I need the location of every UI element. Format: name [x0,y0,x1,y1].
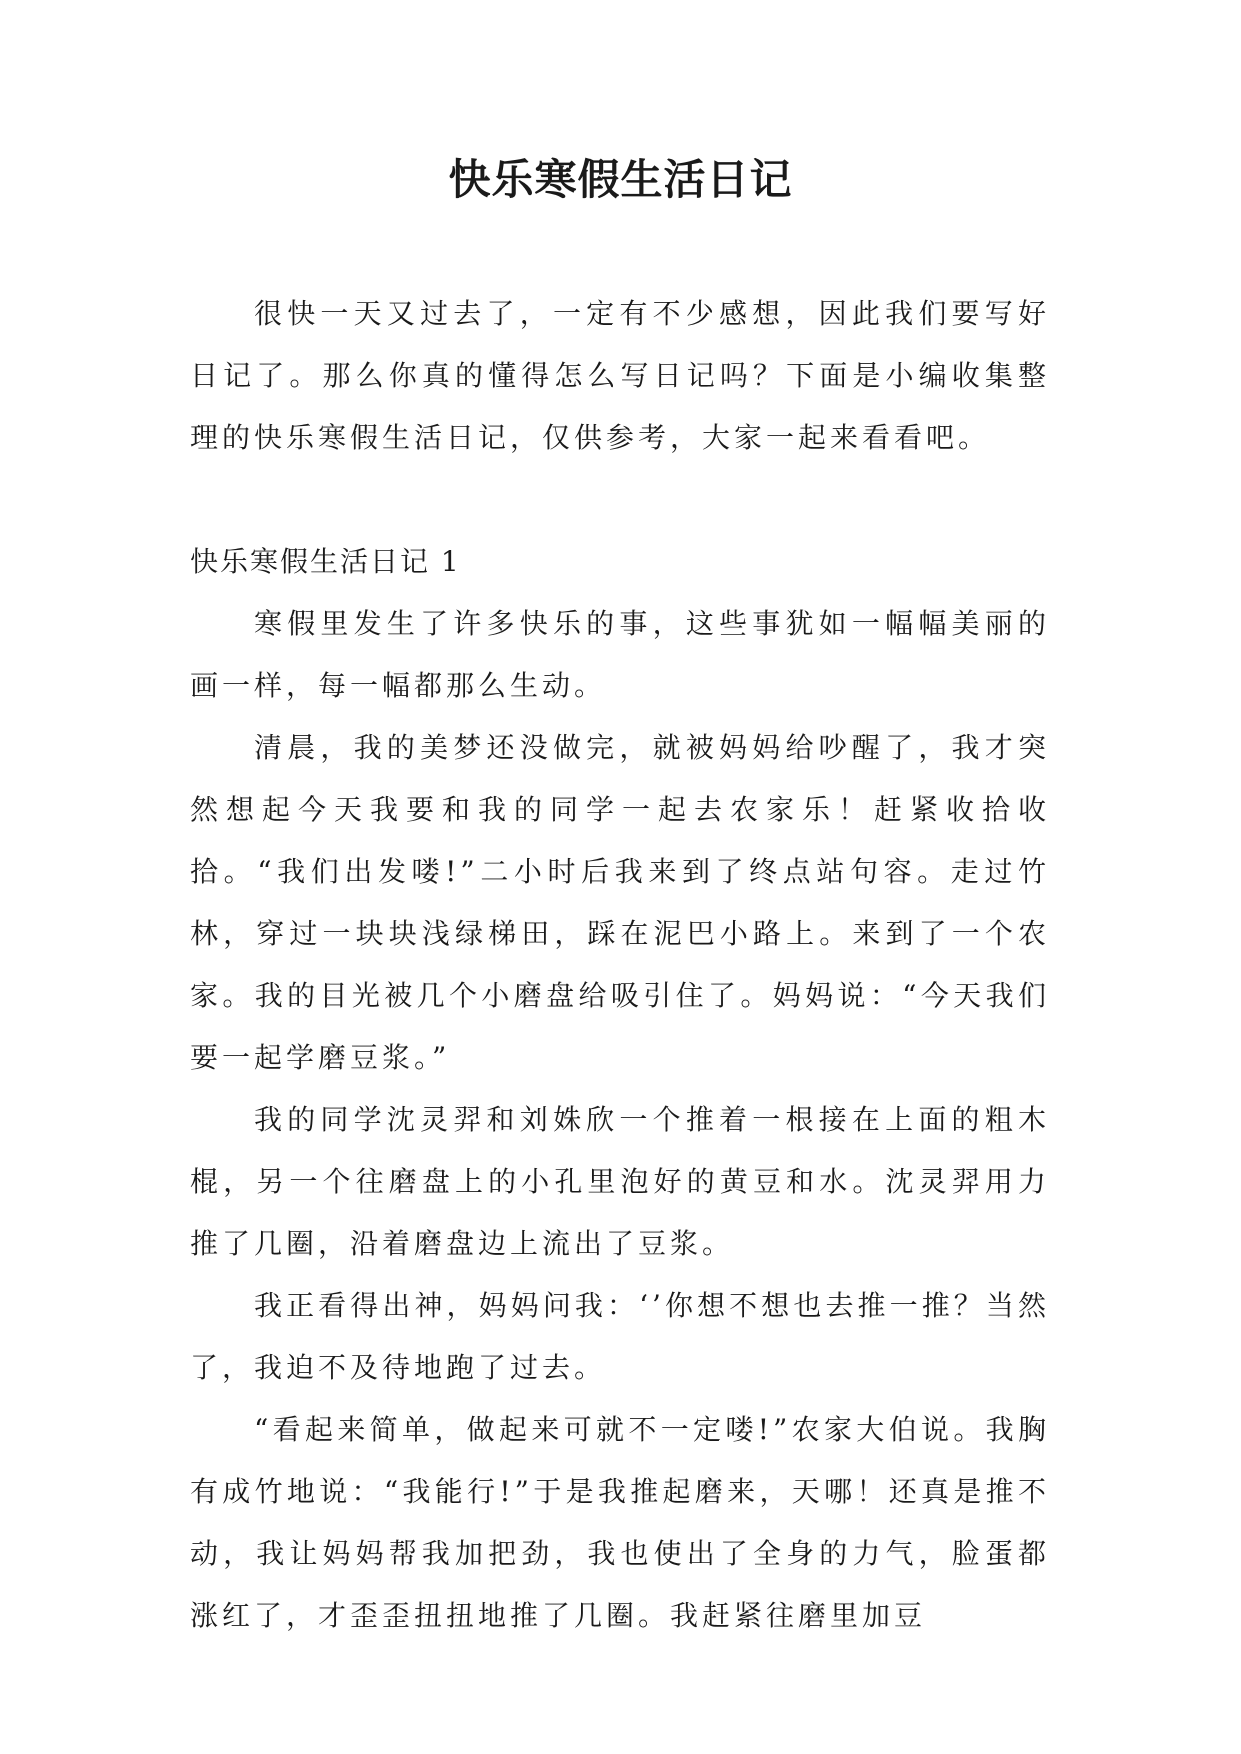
body-paragraph: 我正看得出神，妈妈问我：‘’你想不想也去推一推？当然了，我迫不及待地跑了过去。 [190,1289,1050,1384]
body-paragraph: 我的同学沈灵羿和刘姝欣一个推着一根接在上面的粗木棍，另一个往磨盘上的小孔里泡好的黄豆和水。沈灵羿用力推了几圈，沿着磨盘边上流出了豆浆。 [190,1103,1050,1260]
intro-paragraph: 很快一天又过去了，一定有不少感想，因此我们要写好日记了。那么你真的懂得怎么写日记吗？下面是小编收集整理的快乐寒假生活日记，仅供参考，大家一起来看看吧。 [190,297,1050,454]
document-title: 快乐寒假生活日记 [448,155,793,204]
section-heading: 快乐寒假生活日记 1 [190,545,461,578]
body-paragraph: 清晨，我的美梦还没做完，就被妈妈给吵醒了，我才突然想起今天我要和我的同学一起去农家乐！赶紧收拾收拾。“我们出发喽!”二小时后我来到了终点站句容。走过竹林，穿过一块块浅绿梯田，踩在泥巴小路上。来到了一个农家。我的目光被几个小磨盘给吸引住了。妈妈说：“今天我们要一起学磨豆浆。” [190,731,1050,1074]
body-paragraph: “看起来简单，做起来可就不一定喽!”农家大伯说。我胸有成竹地说：“我能行!”于是我推起磨来，天哪！还真是推不动，我让妈妈帮我加把劲，我也使出了全身的力气，脸蛋都涨红了，才歪歪扭扭地推了几圈。我赶紧往磨里加豆 [190,1413,1050,1632]
document-body [190,283,1050,1647]
body-paragraph: 寒假里发生了许多快乐的事，这些事犹如一幅幅美丽的画一样，每一幅都那么生动。 [190,607,1050,702]
